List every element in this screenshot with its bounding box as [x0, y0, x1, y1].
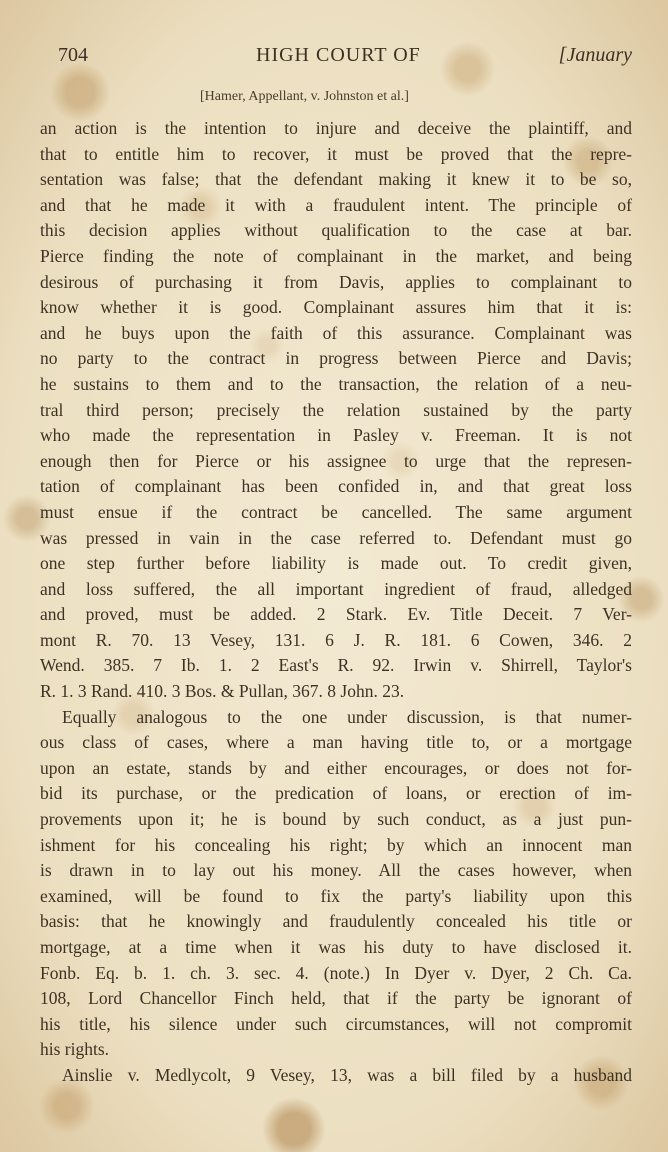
- text-line: and proved, must be added. 2 Stark. Ev. Title Deceit. 7 Ver-: [40, 604, 632, 625]
- text-line: Ainslie v. Medlycolt, 9 Vesey, 13, was a bill filed by a husband: [62, 1064, 632, 1085]
- text-line: and that he made it with a fraudulent intent. The principle of: [40, 194, 632, 215]
- text-line: tation of complainant has been confided in, and that great loss: [40, 476, 632, 497]
- text-line: enough then for Pierce or his assignee to urge that the represen-: [40, 450, 632, 471]
- text-line: and he buys upon the faith of this assurance. Complainant was: [40, 322, 632, 343]
- case-caption: [Hamer, Appellant, v. Johnston et al.]: [200, 89, 409, 104]
- text-line: R. 1. 3 Rand. 410. 3 Bos. & Pullan, 367. 8 John. 23.: [40, 681, 405, 702]
- text-line: who made the representation in Pasley v. Freeman. It is not: [40, 425, 632, 446]
- text-line: he sustains to them and to the transaction, the relation of a neu-: [40, 373, 632, 394]
- text-line: mortgage, at a time when it was his duty to have disclosed it.: [40, 937, 632, 957]
- text-line: his title, his silence under such circumstances, will not compromit: [40, 1013, 632, 1034]
- text-line: and loss suffered, the all important ingredient of fraud, alledged: [40, 578, 632, 599]
- text-line: this decision applies without qualification to the case at bar.: [40, 220, 632, 241]
- page-number: 704: [58, 44, 88, 66]
- running-month: [January: [558, 44, 632, 66]
- text-line: Pierce finding the note of complainant in the market, and being: [40, 245, 632, 266]
- text-line: no party to the contract in progress between Pierce and Davis;: [40, 348, 632, 369]
- text-line: 108, Lord Chancellor Finch held, that if the party be ignorant of: [40, 988, 632, 1009]
- text-line: bid its purchase, or the predication of loans, or erection of im-: [40, 783, 632, 804]
- text-line: tral third person; precisely the relation sustained by the party: [40, 399, 632, 420]
- text-line: desirous of purchasing it from Davis, applies to complainant to: [40, 271, 632, 292]
- running-title: HIGH COURT OF: [256, 44, 421, 66]
- text-line: sentation was false; that the defendant making it knew it to be so,: [40, 169, 632, 190]
- running-head: [58, 44, 632, 72]
- text-line: was pressed in vain in the case referred to. Defendant must go: [40, 527, 632, 548]
- text-line: Equally analogous to the one under discussion, is that numer-: [62, 706, 632, 727]
- text-line: provements upon it; he is bound by such conduct, as a just pun-: [40, 809, 632, 830]
- text-line: ous class of cases, where a man having title to, or a mortgage: [40, 732, 632, 753]
- text-line: his rights.: [40, 1039, 110, 1060]
- text-line: mont R. 70. 13 Vesey, 131. 6 J. R. 181. 6 Cowen, 346. 2: [40, 629, 632, 650]
- text-line: is drawn in to lay out his money. All the cases however, when: [40, 860, 632, 881]
- text-line: one step further before liability is made out. To credit given,: [40, 553, 632, 574]
- text-line: basis: that he knowingly and fraudulently concealed his title or: [40, 911, 632, 932]
- text-line: must ensue if the contract be cancelled. The same argument: [40, 501, 632, 522]
- text-line: know whether it is good. Complainant assures him that it is:: [40, 297, 632, 318]
- text-line: Fonb. Eq. b. 1. ch. 3. sec. 4. (note.) In Dyer v. Dyer, 2 Ch. Ca.: [40, 962, 632, 983]
- body-text: [40, 116, 632, 1089]
- text-line: upon an estate, stands by and either encourages, or does not for-: [40, 757, 632, 778]
- text-line: an action is the intention to injure and deceive the plaintiff, and: [40, 118, 632, 138]
- text-line: examined, will be found to fix the party's liability upon this: [40, 885, 632, 906]
- text-line: Wend. 385. 7 Ib. 1. 2 East's R. 92. Irwin v. Shirrell, Taylor's: [40, 655, 632, 676]
- text-line: ishment for his concealing his right; by which an innocent man: [40, 834, 632, 855]
- text-line: that to entitle him to recover, it must be proved that the repre-: [40, 143, 632, 164]
